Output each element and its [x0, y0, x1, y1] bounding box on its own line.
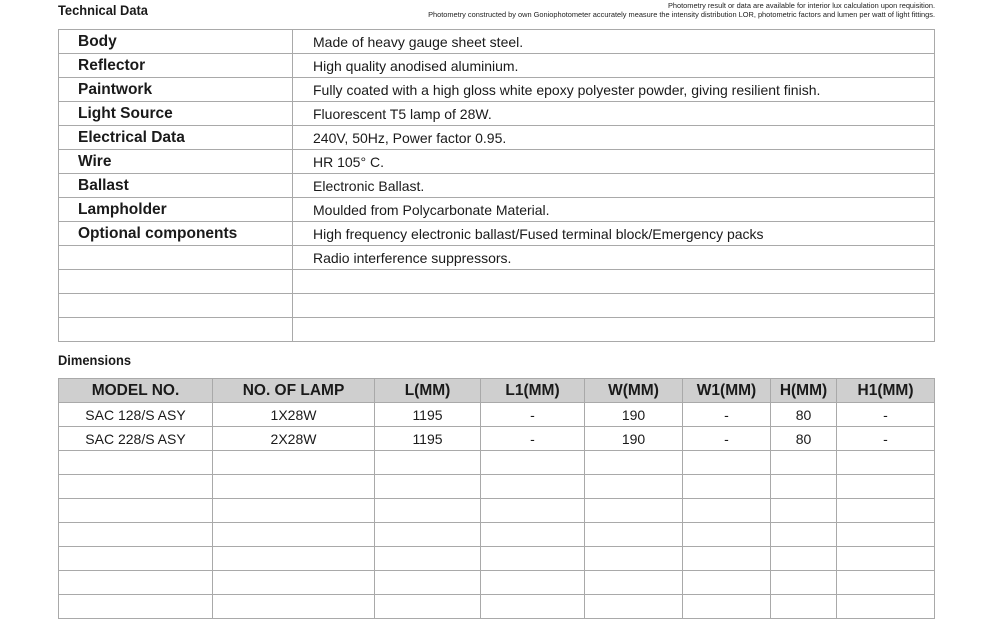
table-cell	[59, 499, 213, 523]
spec-value: High quality anodised aluminium.	[293, 54, 935, 78]
table-cell	[683, 595, 771, 619]
table-cell	[375, 475, 481, 499]
technical-data-row	[59, 150, 935, 174]
table-cell	[683, 547, 771, 571]
technical-data-row	[59, 246, 935, 270]
technical-data-table	[58, 29, 935, 342]
table-cell	[213, 571, 375, 595]
table-cell: SAC 128/S ASY	[59, 403, 213, 427]
photometry-note: Photometry constructed by own Goniophotometer accurately measure the intensity distribution LOR, photometric factors and lumen per watt of light fittings.	[428, 10, 935, 19]
table-cell	[481, 499, 585, 523]
table-cell	[59, 475, 213, 499]
table-row	[59, 475, 935, 499]
table-cell	[683, 475, 771, 499]
photometry-notes	[428, 1, 935, 19]
spec-label	[59, 294, 293, 318]
table-cell	[771, 523, 837, 547]
table-cell	[213, 451, 375, 475]
table-cell: -	[837, 427, 935, 451]
table-cell	[213, 499, 375, 523]
spec-label	[59, 246, 293, 270]
spec-label: Body	[59, 30, 293, 54]
table-cell: 80	[771, 427, 837, 451]
table-cell	[59, 595, 213, 619]
table-cell: -	[683, 427, 771, 451]
table-cell	[585, 499, 683, 523]
spec-label	[59, 270, 293, 294]
table-cell: -	[683, 403, 771, 427]
spec-value	[293, 270, 935, 294]
technical-data-row	[59, 174, 935, 198]
column-header: W1(MM)	[683, 379, 771, 403]
table-cell: SAC 228/S ASY	[59, 427, 213, 451]
table-cell	[585, 547, 683, 571]
column-header: H(MM)	[771, 379, 837, 403]
table-cell	[585, 451, 683, 475]
table-cell: -	[481, 427, 585, 451]
spec-label: Optional components	[59, 222, 293, 246]
table-cell	[481, 571, 585, 595]
table-cell	[837, 571, 935, 595]
table-cell	[213, 523, 375, 547]
table-cell	[375, 523, 481, 547]
table-cell	[481, 595, 585, 619]
technical-data-row	[59, 198, 935, 222]
spec-value: Electronic Ballast.	[293, 174, 935, 198]
table-cell	[375, 595, 481, 619]
column-header: NO. OF LAMP	[213, 379, 375, 403]
dimensions-header-row	[59, 379, 935, 403]
table-cell	[771, 475, 837, 499]
table-cell	[585, 571, 683, 595]
table-cell	[837, 475, 935, 499]
spec-label: Ballast	[59, 174, 293, 198]
table-cell	[213, 475, 375, 499]
table-row	[59, 403, 935, 427]
spec-value: 240V, 50Hz, Power factor 0.95.	[293, 126, 935, 150]
table-cell	[837, 499, 935, 523]
table-row	[59, 523, 935, 547]
column-header: L(MM)	[375, 379, 481, 403]
table-cell	[59, 523, 213, 547]
table-cell	[683, 451, 771, 475]
table-cell: 190	[585, 403, 683, 427]
table-cell	[683, 571, 771, 595]
spec-label: Wire	[59, 150, 293, 174]
technical-data-row	[59, 294, 935, 318]
table-cell: 1195	[375, 403, 481, 427]
column-header: H1(MM)	[837, 379, 935, 403]
table-cell	[771, 499, 837, 523]
spec-value: Moulded from Polycarbonate Material.	[293, 198, 935, 222]
table-cell: 190	[585, 427, 683, 451]
table-row	[59, 547, 935, 571]
table-row	[59, 451, 935, 475]
table-cell	[771, 451, 837, 475]
spec-value: High frequency electronic ballast/Fused terminal block/Emergency packs	[293, 222, 935, 246]
table-cell	[375, 547, 481, 571]
photometry-note: Photometry result or data are available for interior lux calculation upon requisition.	[667, 1, 935, 10]
table-cell: -	[481, 403, 585, 427]
table-cell: 80	[771, 403, 837, 427]
table-row	[59, 571, 935, 595]
spec-value: Fluorescent T5 lamp of 28W.	[293, 102, 935, 126]
table-cell	[683, 523, 771, 547]
table-cell	[481, 475, 585, 499]
dimensions-table	[58, 378, 935, 619]
table-row	[59, 499, 935, 523]
column-header: MODEL NO.	[59, 379, 213, 403]
table-cell: -	[837, 403, 935, 427]
table-cell	[837, 523, 935, 547]
table-cell	[213, 547, 375, 571]
spec-value	[293, 318, 935, 342]
spec-value: Made of heavy gauge sheet steel.	[293, 30, 935, 54]
table-cell	[837, 595, 935, 619]
table-cell	[837, 451, 935, 475]
dimensions-title: Dimensions	[58, 352, 132, 368]
technical-data-row	[59, 102, 935, 126]
table-cell	[59, 451, 213, 475]
technical-data-title: Technical Data	[58, 2, 148, 18]
table-cell	[683, 499, 771, 523]
technical-data-row	[59, 270, 935, 294]
table-cell	[585, 523, 683, 547]
table-cell	[771, 595, 837, 619]
table-cell: 1195	[375, 427, 481, 451]
spec-value: Fully coated with a high gloss white epoxy polyester powder, giving resilient finish.	[293, 78, 935, 102]
table-cell	[771, 571, 837, 595]
spec-label: Reflector	[59, 54, 293, 78]
spec-label: Lampholder	[59, 198, 293, 222]
table-cell	[585, 595, 683, 619]
table-cell	[375, 499, 481, 523]
technical-data-row	[59, 30, 935, 54]
spec-label: Paintwork	[59, 78, 293, 102]
spec-value: HR 105° C.	[293, 150, 935, 174]
technical-data-row	[59, 318, 935, 342]
table-cell	[375, 451, 481, 475]
table-row	[59, 595, 935, 619]
spec-value	[293, 294, 935, 318]
table-cell	[837, 547, 935, 571]
table-cell	[59, 547, 213, 571]
technical-data-row	[59, 78, 935, 102]
table-cell: 2X28W	[213, 427, 375, 451]
technical-data-row	[59, 54, 935, 78]
spec-label: Light Source	[59, 102, 293, 126]
table-cell	[771, 547, 837, 571]
table-cell	[481, 451, 585, 475]
column-header: W(MM)	[585, 379, 683, 403]
technical-data-row	[59, 222, 935, 246]
technical-data-row	[59, 126, 935, 150]
table-row	[59, 427, 935, 451]
table-cell	[213, 595, 375, 619]
spec-label: Electrical Data	[59, 126, 293, 150]
spec-value: Radio interference suppressors.	[293, 246, 935, 270]
table-cell	[59, 571, 213, 595]
column-header: L1(MM)	[481, 379, 585, 403]
table-cell	[585, 475, 683, 499]
table-cell	[375, 571, 481, 595]
table-cell: 1X28W	[213, 403, 375, 427]
spec-label	[59, 318, 293, 342]
table-cell	[481, 523, 585, 547]
table-cell	[481, 547, 585, 571]
